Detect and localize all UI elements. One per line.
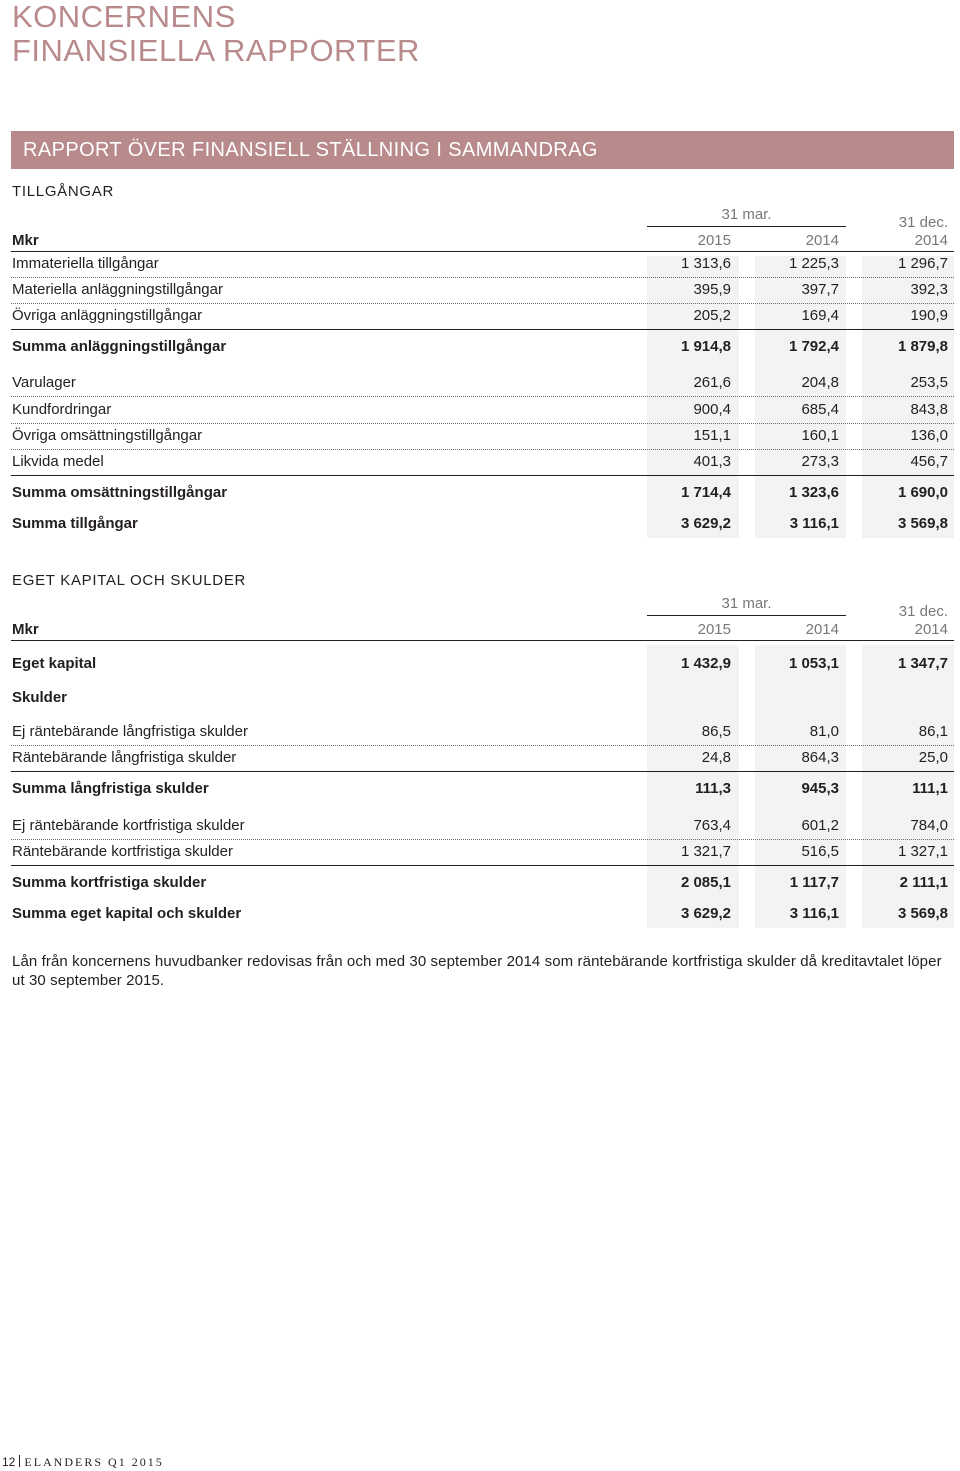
subtotal-rule — [11, 475, 954, 476]
equity-row-label: Ej räntebärande kortfristiga skulder — [12, 817, 245, 834]
row-divider — [11, 277, 954, 278]
equity-row-value-2015: 86,5 — [701, 723, 731, 740]
assets-col-2015: 2015 — [697, 232, 731, 249]
assets-row-value-2015: 1 313,6 — [680, 255, 731, 272]
subtotal-rule — [11, 771, 954, 772]
equity-unit-label: Mkr — [12, 621, 39, 638]
assets-row-value-dec: 253,5 — [910, 374, 948, 391]
equity-row-label: Räntebärande långfristiga skulder — [12, 749, 237, 766]
section-banner-text: RAPPORT ÖVER FINANSIELL STÄLLNING I SAMMANDRAG — [23, 139, 598, 161]
equity-row-value-2014: 81,0 — [809, 723, 839, 740]
equity-col-2014: 2014 — [805, 621, 839, 638]
assets-group-label: 31 mar. — [721, 206, 772, 223]
equity-row-value-2015: 24,8 — [701, 749, 731, 766]
equity-row-value-2015: 1 432,9 — [680, 655, 731, 672]
assets-row-value-dec: 456,7 — [910, 453, 948, 470]
footnote: Lån från koncernens huvudbanker redovisas från och med 30 september 2014 som räntebärande kortfristiga skulder då kreditavtalet löper ut 30 september 2015. — [12, 953, 942, 989]
assets-subtotal-value-2015: 1 914,8 — [680, 338, 731, 355]
assets-row-value-2015: 401,3 — [693, 453, 731, 470]
page-title-line-1: KONCERNENS — [12, 0, 236, 34]
equity-subtotal-value-dec: 2 111,1 — [899, 874, 948, 891]
equity-subtotal-value-2015: 2 085,1 — [680, 874, 731, 891]
assets-row-value-2015: 151,1 — [693, 427, 731, 444]
equity-row-label: Ej räntebärande långfristiga skulder — [12, 723, 248, 740]
assets-row-value-dec: 843,8 — [910, 401, 948, 418]
equity-total-value-dec: 3 569,8 — [897, 905, 948, 922]
assets-total-value-2014: 3 116,1 — [789, 515, 839, 532]
equity-subtotal-value-2014: 945,3 — [801, 780, 839, 797]
equity-row-value-2014: 864,3 — [801, 749, 839, 766]
equity-row-value-2015: 763,4 — [693, 817, 731, 834]
equity-dec-label: 31 dec. — [898, 603, 948, 620]
equity-subtotal-value-2014: 1 117,7 — [789, 874, 839, 891]
equity-total-value-2015: 3 629,2 — [680, 905, 731, 922]
page-title — [12, 0, 420, 68]
assets-row-label: Övriga anläggningstillgångar — [12, 307, 203, 324]
assets-row-value-dec: 136,0 — [910, 427, 948, 444]
footer-brand: ELANDERS Q1 2015 — [24, 1455, 164, 1469]
assets-dec-label: 31 dec. — [898, 214, 948, 231]
equity-col-2015: 2015 — [697, 621, 731, 638]
equity-row-value-2014: 516,5 — [801, 843, 839, 860]
equity-col-dec-2014: 2014 — [914, 621, 948, 638]
assets-row-value-dec: 392,3 — [910, 281, 948, 298]
assets-header-rule — [11, 251, 954, 252]
equity-heading: EGET KAPITAL OCH SKULDER — [12, 572, 247, 589]
row-divider — [11, 745, 954, 746]
assets-row-value-2014: 685,4 — [801, 401, 839, 418]
page-title-line-2: FINANSIELLA RAPPORTER — [12, 33, 420, 68]
assets-subtotal-value-2014: 1 323,6 — [788, 484, 839, 501]
equity-row-value-dec: 25,0 — [918, 749, 948, 766]
equity-subtotal-label: Summa långfristiga skulder — [12, 780, 209, 797]
subtotal-rule — [11, 865, 954, 866]
equity-total-value-2014: 3 116,1 — [789, 905, 839, 922]
assets-row-value-2015: 261,6 — [693, 374, 731, 391]
assets-total-label: Summa tillgångar — [12, 515, 138, 532]
assets-row-value-2014: 273,3 — [801, 453, 839, 470]
assets-row-value-2015: 395,9 — [693, 281, 731, 298]
equity-row-value-dec: 1 327,1 — [897, 843, 948, 860]
assets-row-label: Immateriella tillgångar — [12, 255, 159, 272]
page-number: 12 — [2, 1455, 16, 1469]
equity-row-label: Räntebärande kortfristiga skulder — [12, 843, 233, 860]
equity-row-value-dec: 86,1 — [918, 723, 948, 740]
row-divider — [11, 839, 954, 840]
liabilities-subheading: Skulder — [12, 689, 68, 706]
section-banner — [11, 131, 954, 169]
page-footer — [2, 1455, 164, 1470]
footer-separator — [19, 1455, 20, 1467]
assets-total-value-dec: 3 569,8 — [897, 515, 948, 532]
assets-col-dec-2014: 2014 — [914, 232, 948, 249]
equity-row-label: Eget kapital — [12, 655, 97, 672]
assets-row-value-2014: 204,8 — [801, 374, 839, 391]
equity-subtotal-value-dec: 111,1 — [912, 780, 948, 797]
assets-subtotal-value-dec: 1 879,8 — [897, 338, 948, 355]
assets-row-label: Materiella anläggningstillgångar — [12, 281, 223, 298]
equity-row-value-2014: 1 053,1 — [788, 655, 839, 672]
row-divider — [11, 396, 954, 397]
equity-row-value-2015: 1 321,7 — [680, 843, 731, 860]
subtotal-rule — [11, 329, 954, 330]
assets-row-value-2014: 397,7 — [801, 281, 839, 298]
assets-col-2014: 2014 — [805, 232, 839, 249]
equity-group-label: 31 mar. — [721, 595, 772, 612]
row-divider — [11, 423, 954, 424]
equity-total-label: Summa eget kapital och skulder — [12, 905, 242, 922]
assets-subtotal-value-2015: 1 714,4 — [680, 484, 731, 501]
assets-row-value-2015: 900,4 — [693, 401, 731, 418]
assets-subtotal-value-dec: 1 690,0 — [897, 484, 948, 501]
assets-row-value-dec: 190,9 — [910, 307, 948, 324]
equity-row-value-2014: 601,2 — [801, 817, 839, 834]
assets-row-label: Likvida medel — [12, 453, 104, 470]
assets-row-label: Övriga omsättningstillgångar — [12, 427, 203, 444]
assets-unit-label: Mkr — [12, 232, 39, 249]
row-divider — [11, 449, 954, 450]
assets-row-label: Varulager — [12, 374, 76, 391]
assets-subtotal-label: Summa omsättningstillgångar — [12, 484, 228, 501]
equity-row-value-dec: 784,0 — [910, 817, 948, 834]
assets-subtotal-value-2014: 1 792,4 — [788, 338, 839, 355]
assets-row-value-2014: 169,4 — [801, 307, 839, 324]
assets-subtotal-label: Summa anläggningstillgångar — [12, 338, 227, 355]
assets-row-value-dec: 1 296,7 — [897, 255, 948, 272]
assets-row-value-2015: 205,2 — [693, 307, 731, 324]
assets-row-value-2014: 160,1 — [801, 427, 839, 444]
row-divider — [11, 303, 954, 304]
assets-heading: TILLGÅNGAR — [12, 183, 115, 200]
equity-header-rule — [11, 640, 954, 641]
assets-row-value-2014: 1 225,3 — [788, 255, 839, 272]
equity-subtotal-value-2015: 111,3 — [695, 780, 731, 797]
equity-group-underline — [647, 615, 846, 616]
equity-subtotal-label: Summa kortfristiga skulder — [12, 874, 207, 891]
assets-row-label: Kundfordringar — [12, 401, 112, 418]
assets-group-underline — [647, 226, 846, 227]
equity-row-value-dec: 1 347,7 — [897, 655, 948, 672]
assets-total-value-2015: 3 629,2 — [680, 515, 731, 532]
